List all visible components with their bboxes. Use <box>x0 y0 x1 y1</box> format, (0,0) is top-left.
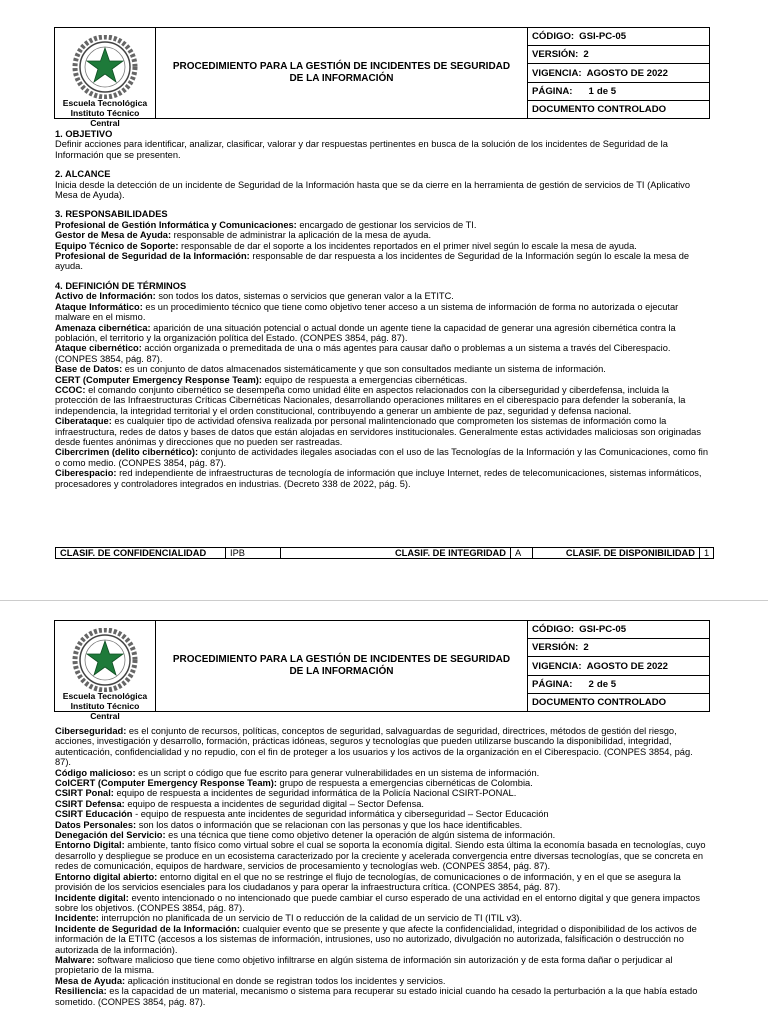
term-definition: son los datos o información que se relacionan con las personas y que los hace identificables. <box>136 819 523 830</box>
term-definition: interrupción no planificada de un servicio de TI o reducción de la calidad de un servicio de TI (ITIL v3). <box>98 913 522 924</box>
code-value: GSI-PC-05 <box>579 624 627 636</box>
term-label: Ataque cibernético: <box>55 343 142 354</box>
term-definition: responsable de dar respuesta a los incidentes de Seguridad de la Información según lo escale la mesa de ayuda. <box>55 251 690 272</box>
date-value: AGOSTO DE 2022 <box>586 67 668 79</box>
responsibilities-list <box>55 220 709 272</box>
term-label: Entorno digital abierto: <box>55 871 158 882</box>
term-label: Denegación del Servicio: <box>55 830 166 841</box>
term-definition: acción organizada o premeditada de una o más agentes para causar daño o problemas a un sistema a través del Ciberespacio. (CONPES 3854, pág. 87). <box>55 343 671 364</box>
term-definition: responsable de administrar la aplicación de la mesa de ayuda. <box>171 230 432 241</box>
term-label: Resiliencia: <box>55 986 107 997</box>
term-definition: es el conjunto de recursos, políticas, conceptos de seguridad, salvaguardas de seguridad, directrices, métodos de gestión del riesgo, acciones, investigación y desarrollo, formación, prácticas idóneas, seguros y tecnologías que pueden utilizarse buscando la disponibilidad, integridad, autenticación, confidencialidad y no repudio, con el fin de proteger a los usuarios y los activos de la organización en el Ciberespacio. (CONPES 3854, pág. 87). <box>55 726 693 768</box>
term-label: Amenaza cibernética: <box>55 322 151 333</box>
term-definition: responsable de dar el soporte a los incidentes reportados en el primer nivel según lo escale la mesa de ayuda. <box>178 240 637 251</box>
version-label: VERSIÓN: <box>532 49 579 61</box>
definition-item <box>55 976 709 986</box>
term-definition: - equipo de respuesta ante incidentes de seguridad informática y cibersegurida​d – Sector Educación <box>132 809 549 820</box>
term-definition: encargado de gestionar los servicios de TI. <box>296 219 477 230</box>
definition-item <box>55 872 709 893</box>
definition-item <box>55 955 709 976</box>
term-label: Profesional de Gestión Informática y Comunicaciones: <box>55 219 297 230</box>
institution-name-line2: Instituto Técnico Central <box>70 108 140 128</box>
term-definition: conjunto de actividades ilegales asociadas con el uso de las Tecnologías de la Información y las Comunicaciones, como fin o como medio. (CONPES 3854, pág. 87). <box>55 447 709 468</box>
controlled-document-label: DOCUMENTO CONTROLADO <box>532 696 667 708</box>
term-definition: son todos los datos, sistemas o servicios que generan valor a la ETITC. <box>155 291 454 302</box>
version-value: 2 <box>583 49 589 61</box>
code-label: CÓDIGO: <box>532 624 575 636</box>
version-label: VERSIÓN: <box>532 642 579 654</box>
page-label: PÁGINA: <box>532 85 573 97</box>
term-definition: evento intencionado o no intencionado que puede cambiar el curso esperado de una actividad en el entorno digital y que genera impactos sobre los objetivos. (CONPES 3854, pág. 87). <box>55 892 700 913</box>
term-label: Cibercrimen (delito cibernético): <box>55 447 199 458</box>
term-label: CSIRT Defensa: <box>55 798 125 809</box>
term-label: Código malicioso: <box>55 767 136 778</box>
date-value: AGOSTO DE 2022 <box>586 660 668 672</box>
section-alcance-text: Inicia desde la detección de un incidente de Seguridad de la Información hasta que se da cierre en la herramienta de gestión de servicios de TI (Aplicativo Mesa de Ayuda). <box>55 179 690 201</box>
term-label: ColCERT (Computer Emergency Response Team): <box>55 778 277 789</box>
term-definition: es la capacidad de un material, mecanismo o sistema para recuperar su estado inicial cuando ha cesado la perturbación a la que había estado sometido. (CONPES 3854, pág. 87). <box>55 986 698 1007</box>
definition-item <box>55 726 709 768</box>
term-label: CCOC: <box>55 384 86 395</box>
definition-item <box>55 302 709 323</box>
term-definition: grupo de respuesta a emergencias cibernéticas de Colombia. <box>276 778 533 789</box>
section-definiciones-title: 4. DEFINICIÓN DE TÉRMINOS <box>55 280 187 291</box>
definition-item <box>55 468 709 489</box>
definition-item <box>55 385 709 416</box>
code-label: CÓDIGO: <box>532 31 575 43</box>
confidentiality-label: CLASIF. DE CONFIDENCIALIDAD <box>56 548 226 558</box>
responsibility-item <box>55 230 709 240</box>
definition-item <box>55 375 709 385</box>
date-label: VIGENCIA: <box>532 67 582 79</box>
term-label: Incidente: <box>55 913 99 924</box>
version-value: 2 <box>583 642 589 654</box>
term-label: Ciberataque: <box>55 416 112 427</box>
term-definition: red independiente de infraestructuras de tecnología de información que incluye Internet, redes de telecomunicaciones, sistemas informáticos, procesadores y controladores integrados en industrias. (Decreto 338 de 2022, pág. 5). <box>55 468 702 489</box>
institution-logo <box>55 621 156 721</box>
definition-item <box>55 799 709 809</box>
definitions-list <box>55 291 709 489</box>
term-label: Incidente digital: <box>55 892 129 903</box>
page1-body <box>55 129 709 489</box>
term-label: CSIRT Educación <box>55 809 133 820</box>
page-number: 1 <box>588 85 594 97</box>
definition-item <box>55 416 709 447</box>
definition-item <box>55 291 709 301</box>
term-label: Profesional de Seguridad de la Información: <box>55 251 250 262</box>
document-metadata <box>528 28 709 118</box>
term-definition: equipo de respuesta a incidentes de seguridad informática de la Policía Nacional CSIRT-PONAL. <box>113 788 517 799</box>
institution-name-line1: Escuela Tecnológica <box>62 98 148 108</box>
term-definition: el comando conjunto cibernético se desempeña como unidad élite en aspectos relacionados con la ciberseguridad y ciberdefensa, incluida la protección de las Infraestructuras Críticas Cibernéticas Nacionales, desarrollando operaciones militares en el ciberespacio para defender la soberanía, la independencia, la integridad territorial y el orden constitucional, contribuyendo a generar un ambiente de paz, seguridad y defensa nacional. <box>55 384 686 416</box>
term-definition: ambiente, tanto físico como virtual sobre el cual se soporta la economía digital. Siendo esta última la economía basada en tecnologías, cuyo desarrollo y despliegue se produce en un ecosistema caracterizado por la creciente y acelerada convergencia entre diversas tecnologías, que se concreta en redes de comunicación, equipos de hardware, servicios de procesamiento y tecnologías web. (CONPES 3854, pág. 87). <box>55 840 706 872</box>
code-value: GSI-PC-05 <box>579 31 627 43</box>
section-objetivo-title: 1. OBJETIVO <box>55 129 113 139</box>
term-label: Ataque Informático: <box>55 301 143 312</box>
definition-item <box>55 820 709 830</box>
definition-item <box>55 778 709 788</box>
confidentiality-value: IPB <box>226 548 281 558</box>
definition-item <box>55 343 709 364</box>
page-total: de 5 <box>596 678 617 690</box>
term-label: Gestor de Mesa de Ayuda: <box>55 230 172 241</box>
definition-item <box>55 840 709 871</box>
term-definition: es una técnica que tiene como objetivo detener la operación de algún sistema de información. <box>165 830 556 841</box>
term-definition: es un script o código que fue escrito para generar vulnerabilidades en un sistema de información. <box>135 767 540 778</box>
institution-name-line1: Escuela Tecnológica <box>62 691 148 701</box>
page2-definitions-list <box>55 726 709 1007</box>
classification-bar <box>55 547 714 559</box>
integrity-label: CLASIF. DE INTEGRIDAD <box>281 548 511 558</box>
definition-item <box>55 830 709 840</box>
term-label: Mesa de Ayuda: <box>55 975 126 986</box>
term-label: Incidente de Seguridad de la Información: <box>55 923 240 934</box>
term-definition: aplicación institucional en donde se registran todos los incidentes y servicios. <box>125 975 446 986</box>
page-total: de 5 <box>596 85 617 97</box>
document-title: PROCEDIMIENTO PARA LA GESTIÓN DE INCIDENTES DE SEGURIDAD DE LA INFORMACIÓN <box>156 28 528 118</box>
term-label: Equipo Técnico de Soporte: <box>55 240 179 251</box>
term-label: Ciberespacio: <box>55 468 117 479</box>
term-definition: es un procedimiento técnico que tiene como objetivo tener acceso a un sistema de información de forma no autorizada o ejecutar malware en el mismo. <box>55 301 679 323</box>
definition-item <box>55 768 709 778</box>
definition-item <box>55 788 709 798</box>
term-label: Entorno Digital: <box>55 840 125 851</box>
availability-value: 1 <box>704 548 710 558</box>
section-responsabilidades-title: 3. RESPONSABILIDADES <box>55 209 168 220</box>
term-definition: es cualquier tipo de actividad ofensiva realizada por personal malintencionado que comprometen los sistemas de información como la infraestructura, redes de datos y bases de datos que están alojadas en servidores institucionales. Generalmente estas actividades maliciosas son originadas desde fuentes anónimas y direcciones que no pueden ser rastreadas. <box>55 416 701 447</box>
term-definition: es un conjunto de datos almacenados sistemáticamente y que son consultados mediante un sistema de información. <box>122 364 606 375</box>
date-label: VIGENCIA: <box>532 660 582 672</box>
definition-item <box>55 364 709 374</box>
page-header <box>54 620 710 721</box>
term-definition: equipo de respuesta a incidentes de seguridad digital – Sector Defensa. <box>124 798 424 809</box>
term-label: Ciberseguridad: <box>55 726 127 736</box>
term-definition: equipo de respuesta a emergencias cibernéticas. <box>261 374 468 385</box>
controlled-document-label: DOCUMENTO CONTROLADO <box>532 103 667 115</box>
definition-item <box>55 809 709 819</box>
document-page-2 <box>0 600 768 1024</box>
gear-star-logo-icon <box>70 628 140 692</box>
definition-item <box>55 893 709 914</box>
integrity-value: A <box>511 548 533 558</box>
term-label: Datos Personales: <box>55 819 137 830</box>
responsibility-item <box>55 251 709 272</box>
institution-name-line2: Instituto Técnico Central <box>70 701 140 721</box>
page-number: 2 <box>588 678 594 690</box>
term-label: CSIRT Ponal: <box>55 788 114 799</box>
definition-item <box>55 447 709 468</box>
definition-item <box>55 323 709 344</box>
term-definition: cualquier evento que se presente y que afecte la confidencialidad, integridad o disponibilidad de los activos de información de la ETITC (accesos a los sistemas de información, intrusiones, uso no autorizado, divulgación no autorizada, falsificación o destrucción no autorizada de la información). <box>55 923 697 955</box>
term-label: Activo de Información: <box>55 291 156 302</box>
term-definition: software malicioso que tiene como objetivo infiltrarse en algún sistema de información sin autorización y de esta forma dañar o perjudicar al propietario de la misma. <box>55 954 673 976</box>
term-definition: entorno digital en el que no se restringe el flujo de tecnologías, de comunicaciones o de información, y en el que se asegura la provisión de los servicios esenciales para los ciudadanos y para operar la infraestructura crítica. (CONPES 3854, pág. 87). <box>55 871 681 893</box>
document-title: PROCEDIMIENTO PARA LA GESTIÓN DE INCIDENTES DE SEGURIDAD DE LA INFORMACIÓN <box>156 621 528 711</box>
section-alcance-title: 2. ALCANCE <box>55 169 111 180</box>
definition-item <box>55 924 709 955</box>
availability-label: CLASIF. DE DISPONIBILIDAD <box>533 548 700 558</box>
term-label: CERT (Computer Emergency Response Team): <box>55 374 262 385</box>
institution-logo <box>55 28 156 128</box>
term-definition: aparición de una situación potencial o actual donde un agente tiene la capacidad de generar una agresión cibernética contra la población, el territorio y la organización política del Estado. (CONPES 3854, pág. 87). <box>55 322 676 343</box>
term-label: Base de Datos: <box>55 364 123 375</box>
responsibility-item <box>55 220 709 230</box>
document-metadata <box>528 621 709 711</box>
term-label: Malware: <box>55 954 95 965</box>
definition-item <box>55 986 709 1007</box>
responsibility-item <box>55 241 709 251</box>
section-objetivo-text: Definir acciones para identificar, analizar, clasificar, valorar y dar respuestas pertinentes en busca de la solución de los incidentes de Seguridad de la Información que se presenten. <box>55 139 668 160</box>
page-header <box>54 27 710 128</box>
gear-star-logo-icon <box>70 35 140 99</box>
definition-item <box>55 913 709 923</box>
page-label: PÁGINA: <box>532 678 573 690</box>
